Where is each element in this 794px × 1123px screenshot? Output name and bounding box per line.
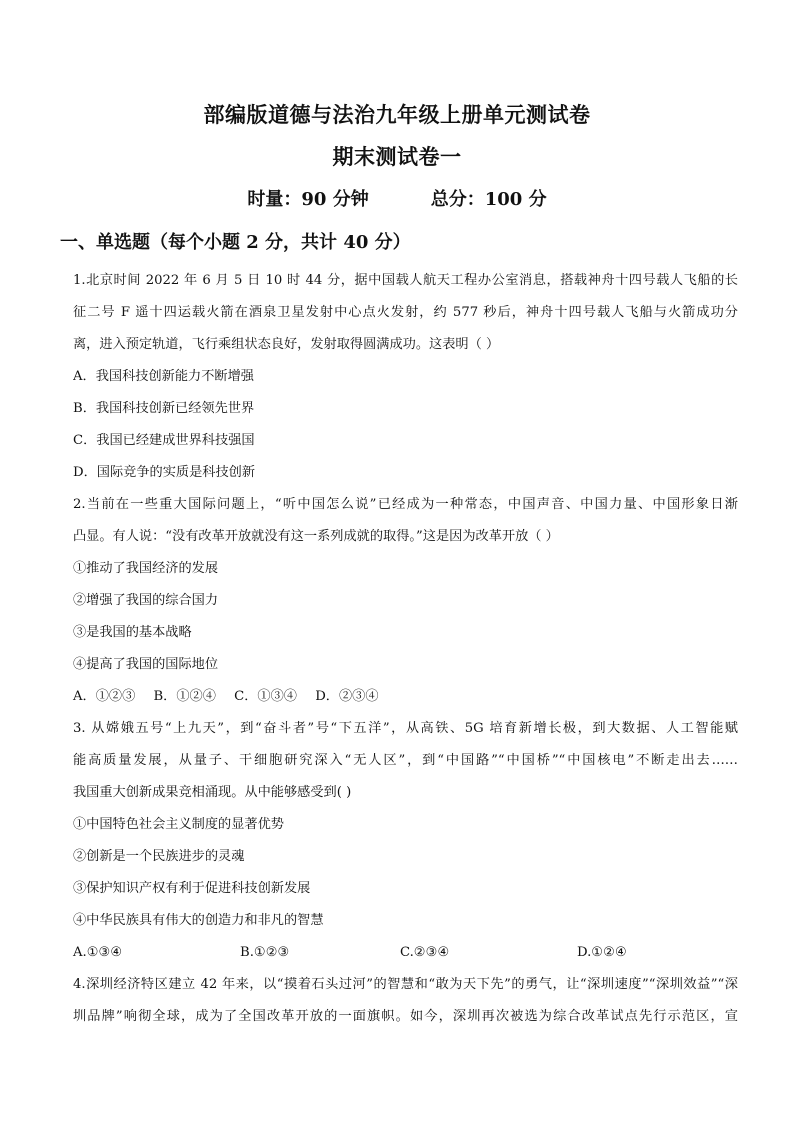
- question-1-line-2: 征二号 F 遥十四运载火箭在酒泉卫星发射中心点火发射，约 577 秒后，神舟十四号载人飞船与火箭成功分: [73, 305, 738, 320]
- question-3-line-2: 能高质量发展，从量子、干细胞研究深入“无人区”，到“中国路”“中国桥”“中国核电”不断走出去……: [73, 753, 738, 768]
- question-3-option-b: B.①②③: [240, 945, 290, 960]
- exam-title: 部编版道德与法治九年级上册单元测试卷: [203, 102, 591, 127]
- question-2-option-c: C．①③④: [234, 689, 297, 704]
- question-2-item-3: ③是我国的基本战略: [73, 625, 192, 640]
- question-2-option-b: B．①②④: [153, 689, 216, 704]
- question-2-line-2: 凸显。有人说：“没有改革开放就没有这一系列成就的取得。”这是因为改革开放（ ）: [73, 529, 559, 544]
- question-3-line-3: 我国重大创新成果竞相涌现。从中能够感受到( ): [73, 785, 352, 800]
- question-1-option-a: A．我国科技创新能力不断增强: [73, 369, 254, 384]
- question-1-option-c: C．我国已经建成世界科技强国: [73, 433, 255, 448]
- question-3-item-4: ④中华民族具有伟大的创造力和非凡的智慧: [73, 913, 324, 928]
- question-2-options: [73, 681, 393, 713]
- exam-meta: [0, 186, 794, 214]
- question-1-line-3: 离，进入预定轨道，飞行乘组状态良好，发射取得圆满成功。这表明（ ）: [73, 337, 500, 352]
- question-2-option-d: D．②③④: [315, 689, 379, 704]
- question-1-option-d: D．国际竞争的实质是科技创新: [73, 465, 256, 480]
- total-score: 总分：100 分: [430, 189, 547, 210]
- question-4-line-2: 圳品牌”响彻全球，成为了全国改革开放的一面旗帜。如今，深圳再次被选为综合改革试点先行示范区，宣: [73, 1009, 738, 1024]
- question-2-item-4: ④提高了我国的国际地位: [73, 657, 219, 672]
- question-3-option-a: A.①③④: [73, 945, 123, 960]
- question-3-item-2: ②创新是一个民族进步的灵魂: [73, 849, 245, 864]
- question-3-item-1: ①中国特色社会主义制度的显著优势: [73, 817, 284, 832]
- question-1-line-1: 1.北京时间 2022 年 6 月 5 日 10 时 44 分，据中国载人航天工程办公室消息，搭载神舟十四号载人飞船的长: [73, 273, 738, 288]
- question-2-item-1: ①推动了我国经济的发展: [73, 561, 219, 576]
- question-2-line-1: 2.当前在一些重大国际问题上，“听中国怎么说”已经成为一种常态，中国声音、中国力量、中国形象日渐: [73, 497, 738, 512]
- section-heading: 一、单选题（每个小题 2 分，共计 40 分）: [60, 232, 411, 253]
- question-3-line-1: 3. 从嫦娥五号“上九天”，到“奋斗者”号“下五洋”，从高铁、5G 培育新增长极，到大数据、人工智能赋: [73, 721, 738, 736]
- question-3-option-d: D.①②④: [577, 945, 627, 960]
- question-3-item-3: ③保护知识产权有利于促进科技创新发展: [73, 881, 311, 896]
- question-3-option-c: C.②③④: [400, 945, 450, 960]
- exam-subtitle: 期末测试卷一: [332, 144, 462, 169]
- question-1-option-b: B．我国科技创新已经领先世界: [73, 401, 255, 416]
- question-2-option-a: A．①②③: [73, 689, 136, 704]
- question-2-item-2: ②增强了我国的综合国力: [73, 593, 219, 608]
- question-4-line-1: 4.深圳经济特区建立 42 年来，以“摸着石头过河”的智慧和“敢为天下先”的勇气，让“深圳速度”“深圳效益”“深: [73, 977, 738, 992]
- time-limit: 时量：90 分钟: [247, 189, 369, 210]
